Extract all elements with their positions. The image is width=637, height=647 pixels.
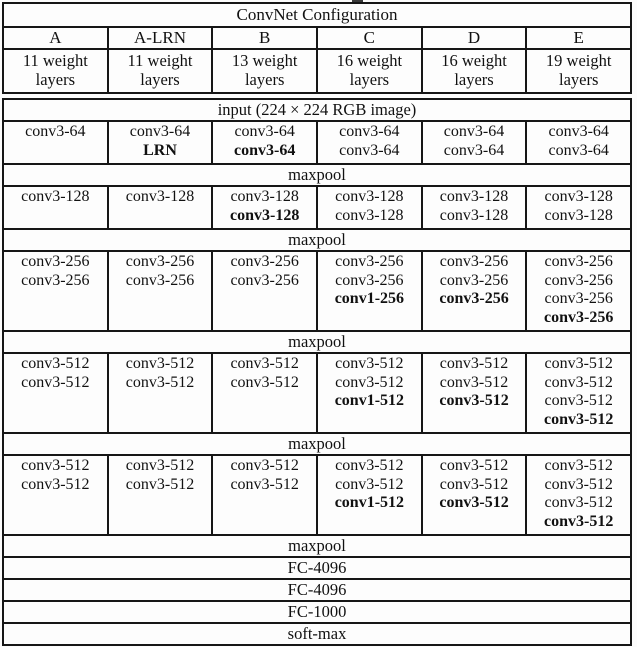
layer-label: conv3-64	[339, 141, 400, 159]
layer-label: conv3-64	[234, 141, 296, 159]
config-cell	[4, 187, 107, 228]
layer-label: conv3-64	[443, 123, 505, 140]
config-cell	[316, 354, 421, 432]
config-letter-a: A	[49, 28, 62, 47]
layer-label: conv3-512	[21, 355, 90, 372]
depth-line: layers	[35, 69, 76, 89]
weight-layers-row	[4, 48, 630, 92]
config-cell	[316, 187, 421, 228]
layer-label: conv3-512	[125, 457, 195, 474]
crop-artifact-dash	[352, 0, 363, 2]
depth-cell	[107, 50, 212, 92]
config-cell	[107, 456, 212, 534]
layer-label: conv3-256	[439, 290, 509, 307]
config-cell	[525, 456, 630, 534]
config-letter-d: D	[421, 28, 526, 48]
config-cell	[421, 122, 526, 163]
config-cell	[316, 252, 421, 330]
layer-label: conv3-512	[544, 355, 613, 372]
layer-label: conv3-256	[230, 271, 299, 289]
conv-block-2	[4, 185, 630, 228]
layer-label: conv3-512	[544, 512, 614, 530]
layer-label: conv3-64	[443, 141, 505, 159]
config-cell	[4, 252, 107, 330]
layer-label: conv3-128	[439, 206, 509, 224]
table-title: ConvNet Configuration	[236, 5, 398, 24]
layer-label: conv3-512	[439, 355, 509, 372]
layer-label: conv3-64	[129, 123, 191, 140]
layer-label: conv3-256	[230, 253, 299, 270]
config-cell	[211, 187, 316, 228]
conv-block-4	[4, 352, 630, 432]
layer-label: conv3-128	[335, 206, 404, 224]
conv-block-5	[4, 454, 630, 534]
config-cell	[316, 456, 421, 534]
layer-label: conv3-512	[439, 392, 509, 409]
config-cell	[421, 187, 526, 228]
layer-label: conv3-256	[439, 253, 509, 270]
fc-row: FC-4096	[4, 578, 630, 600]
layer-label: conv3-512	[335, 373, 404, 391]
layer-label: conv3-64	[339, 123, 400, 140]
layer-label: conv3-512	[544, 475, 613, 493]
layer-label: conv3-512	[125, 373, 195, 391]
layer-label: conv3-512	[439, 475, 509, 493]
conv-block-1	[4, 120, 630, 163]
layer-label: conv3-512	[544, 373, 613, 391]
input-row: input (224 × 224 RGB image)	[217, 100, 417, 119]
depth-line: 19 weight	[545, 51, 612, 70]
layer-label: conv3-512	[544, 410, 614, 428]
config-letter-a-lrn: A-LRN	[107, 28, 212, 48]
config-cell	[316, 122, 421, 163]
config-letter-e: E	[525, 28, 630, 48]
config-cell	[107, 354, 212, 432]
layer-label: conv3-64	[234, 123, 295, 140]
config-cell	[211, 252, 316, 330]
config-cell	[525, 354, 630, 432]
config-cell	[421, 252, 526, 330]
depth-line: 13 weight	[231, 51, 298, 70]
depth-cell	[421, 50, 526, 92]
depth-line: 16 weight	[336, 51, 403, 70]
config-cell	[211, 456, 316, 534]
config-cell	[211, 122, 316, 163]
layer-label: conv3-512	[125, 475, 195, 493]
layer-label: conv3-256	[544, 308, 614, 326]
layer-label: conv3-512	[544, 494, 613, 511]
fc-row: FC-1000	[4, 600, 630, 622]
config-header-table	[2, 2, 632, 94]
layer-label: conv1-512	[334, 494, 405, 511]
maxpool-row: maxpool	[4, 534, 630, 556]
conv-block-3	[4, 250, 630, 330]
config-cell	[211, 354, 316, 432]
layer-label: conv3-128	[21, 188, 90, 205]
layer-label: conv3-256	[544, 253, 613, 270]
layer-label: conv3-512	[439, 494, 509, 511]
depth-line: layers	[140, 69, 180, 89]
config-cell	[421, 456, 526, 534]
layer-label: conv3-128	[439, 188, 509, 205]
depth-line: 11 weight	[22, 51, 88, 70]
layer-label: conv3-512	[439, 457, 509, 474]
maxpool-row: maxpool	[4, 432, 630, 454]
config-cell	[107, 122, 212, 163]
layer-label: conv3-256	[125, 253, 195, 270]
config-cell	[4, 354, 107, 432]
layer-label: conv3-128	[544, 188, 613, 205]
softmax-row: soft-max	[4, 622, 630, 644]
layer-label: conv3-256	[544, 271, 613, 289]
depth-line: layers	[349, 69, 390, 89]
layer-label: conv3-512	[230, 475, 299, 493]
config-cell	[421, 354, 526, 432]
layer-label: conv3-128	[230, 188, 299, 205]
layer-label: conv3-128	[230, 206, 300, 224]
layer-label: conv3-256	[21, 253, 90, 270]
layer-label: conv3-64	[548, 141, 609, 159]
maxpool-row: maxpool	[4, 330, 630, 352]
layer-label: conv3-64	[548, 123, 609, 140]
config-letter-c: C	[316, 28, 421, 48]
layer-label: conv3-512	[335, 457, 404, 474]
config-letter-b: B	[211, 28, 316, 48]
layer-label: conv1-256	[334, 290, 405, 307]
config-cell	[525, 252, 630, 330]
depth-line: layers	[558, 69, 599, 89]
layer-label: conv3-512	[335, 355, 404, 372]
config-cell	[107, 187, 212, 228]
layer-label: conv3-512	[230, 373, 299, 391]
layer-label: conv3-256	[21, 271, 90, 289]
depth-line: 11 weight	[127, 51, 193, 70]
layer-label: conv3-128	[125, 188, 195, 205]
depth-line: 16 weight	[441, 51, 507, 70]
layer-label: conv3-128	[335, 188, 404, 205]
layer-label: conv3-512	[21, 457, 90, 474]
layer-label: conv3-128	[544, 206, 613, 224]
config-cell	[525, 187, 630, 228]
depth-cell	[211, 50, 316, 92]
depth-cell	[525, 50, 630, 92]
layer-label: conv3-512	[21, 475, 90, 493]
layer-label: conv3-256	[335, 253, 404, 270]
layer-label: conv3-512	[230, 457, 299, 474]
layer-label: conv3-512	[125, 355, 195, 372]
depth-cell	[4, 50, 107, 92]
config-body-table	[2, 98, 632, 646]
layer-label: conv3-512	[439, 373, 509, 391]
maxpool-row: maxpool	[4, 228, 630, 250]
depth-cell	[316, 50, 421, 92]
config-cell	[525, 122, 630, 163]
config-cell	[107, 252, 212, 330]
maxpool-row: maxpool	[4, 163, 630, 185]
layer-label: conv3-256	[544, 290, 613, 307]
depth-line: layers	[244, 69, 285, 89]
layer-label: conv3-256	[335, 271, 404, 289]
layer-label: conv3-512	[335, 475, 404, 493]
layer-label: LRN	[143, 141, 177, 159]
layer-label: conv3-256	[439, 271, 509, 289]
layer-label: conv1-512	[334, 392, 405, 409]
layer-label: conv3-512	[544, 392, 613, 409]
config-cell	[4, 456, 107, 534]
layer-label: conv3-64	[25, 123, 86, 140]
layer-label: conv3-256	[125, 271, 195, 289]
config-letters-row	[4, 26, 630, 48]
layer-label: conv3-512	[21, 373, 90, 391]
depth-line: layers	[454, 69, 494, 89]
layer-label: conv3-512	[230, 355, 299, 372]
layer-label: conv3-512	[544, 457, 613, 474]
fc-row: FC-4096	[4, 556, 630, 578]
config-cell	[4, 122, 107, 163]
